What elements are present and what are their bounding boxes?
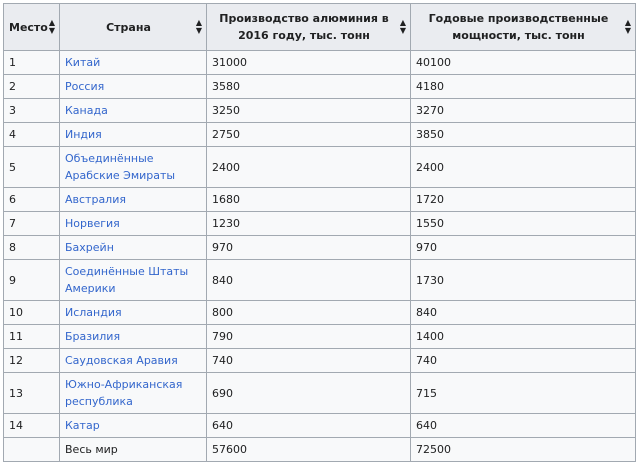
table-row (4, 75, 636, 99)
header-country[interactable] (60, 4, 207, 51)
cell-country (60, 373, 207, 414)
country-link[interactable]: Норвегия (65, 217, 120, 230)
table-row (4, 147, 636, 188)
table-row (4, 123, 636, 147)
cell-rank: 11 (4, 325, 60, 349)
cell-rank: 13 (4, 373, 60, 414)
country-link[interactable]: Саудовская Аравия (65, 354, 178, 367)
cell-production: 3250 (207, 99, 411, 123)
cell-rank: 7 (4, 212, 60, 236)
total-capacity: 72500 (411, 438, 636, 462)
cell-rank: 4 (4, 123, 60, 147)
cell-country (60, 236, 207, 260)
cell-production: 3580 (207, 75, 411, 99)
cell-capacity: 970 (411, 236, 636, 260)
cell-production: 31000 (207, 51, 411, 75)
cell-capacity: 3270 (411, 99, 636, 123)
cell-country (60, 188, 207, 212)
table-row (4, 349, 636, 373)
cell-rank: 6 (4, 188, 60, 212)
header-rank-label: Место (9, 20, 48, 34)
total-country: Весь мир (60, 438, 207, 462)
cell-rank: 10 (4, 301, 60, 325)
cell-capacity: 740 (411, 349, 636, 373)
cell-country (60, 349, 207, 373)
country-link[interactable]: Южно-Африканская республика (65, 378, 183, 408)
cell-country (60, 212, 207, 236)
sort-arrows-icon[interactable]: ▲ ▼ (624, 18, 631, 35)
cell-production: 790 (207, 325, 411, 349)
country-link[interactable]: Бразилия (65, 330, 121, 343)
header-production[interactable] (207, 4, 411, 51)
country-link[interactable]: Объединённые Арабские Эмираты (65, 152, 176, 182)
sort-arrows-icon[interactable]: ▲ ▼ (399, 18, 406, 35)
table-row (4, 301, 636, 325)
country-link[interactable]: Бахрейн (65, 241, 114, 254)
cell-rank: 8 (4, 236, 60, 260)
aluminium-table (3, 3, 636, 462)
cell-production: 740 (207, 349, 411, 373)
cell-country (60, 75, 207, 99)
cell-production: 640 (207, 414, 411, 438)
cell-production: 970 (207, 236, 411, 260)
country-link[interactable]: Канада (65, 104, 108, 117)
cell-country (60, 260, 207, 301)
cell-rank: 5 (4, 147, 60, 188)
cell-capacity: 1730 (411, 260, 636, 301)
country-link[interactable]: Россия (65, 80, 105, 93)
cell-rank: 9 (4, 260, 60, 301)
cell-production: 840 (207, 260, 411, 301)
table-row (4, 414, 636, 438)
sort-arrows-icon[interactable]: ▲ ▼ (48, 18, 55, 35)
header-rank[interactable] (4, 4, 60, 51)
cell-production: 2750 (207, 123, 411, 147)
table-row (4, 51, 636, 75)
cell-country (60, 414, 207, 438)
cell-production: 690 (207, 373, 411, 414)
country-link[interactable]: Австралия (65, 193, 126, 206)
cell-production: 2400 (207, 147, 411, 188)
country-link[interactable]: Индия (65, 128, 102, 141)
cell-rank: 1 (4, 51, 60, 75)
cell-country (60, 301, 207, 325)
cell-country (60, 147, 207, 188)
cell-capacity: 1720 (411, 188, 636, 212)
cell-capacity: 1400 (411, 325, 636, 349)
table-row (4, 260, 636, 301)
cell-capacity: 1550 (411, 212, 636, 236)
sort-arrows-icon[interactable]: ▲ ▼ (195, 18, 202, 35)
country-link[interactable]: Исландия (65, 306, 122, 319)
country-link[interactable]: Соединённые Штаты Америки (65, 265, 189, 295)
cell-capacity: 4180 (411, 75, 636, 99)
country-link[interactable]: Катар (65, 419, 100, 432)
cell-rank: 14 (4, 414, 60, 438)
cell-capacity: 2400 (411, 147, 636, 188)
cell-capacity: 840 (411, 301, 636, 325)
header-row (4, 4, 636, 51)
cell-capacity: 3850 (411, 123, 636, 147)
table-row (4, 373, 636, 414)
table-row (4, 188, 636, 212)
cell-production: 800 (207, 301, 411, 325)
cell-production: 1680 (207, 188, 411, 212)
total-rank (4, 438, 60, 462)
header-capacity[interactable] (411, 4, 636, 51)
table-row (4, 325, 636, 349)
cell-rank: 12 (4, 349, 60, 373)
cell-capacity: 715 (411, 373, 636, 414)
header-capacity-label: Годовые производственные мощности, тыс. тонн (428, 12, 609, 42)
total-row (4, 438, 636, 462)
header-country-label: Страна (106, 20, 151, 34)
total-production: 57600 (207, 438, 411, 462)
country-link[interactable]: Китай (65, 56, 101, 69)
table-row (4, 99, 636, 123)
cell-rank: 2 (4, 75, 60, 99)
cell-production: 1230 (207, 212, 411, 236)
cell-rank: 3 (4, 99, 60, 123)
table-row (4, 236, 636, 260)
cell-capacity: 640 (411, 414, 636, 438)
table-row (4, 212, 636, 236)
cell-country (60, 325, 207, 349)
cell-country (60, 99, 207, 123)
cell-country (60, 51, 207, 75)
header-production-label: Производство алюминия в 2016 году, тыс. тонн (219, 12, 389, 42)
cell-capacity: 40100 (411, 51, 636, 75)
cell-country (60, 123, 207, 147)
